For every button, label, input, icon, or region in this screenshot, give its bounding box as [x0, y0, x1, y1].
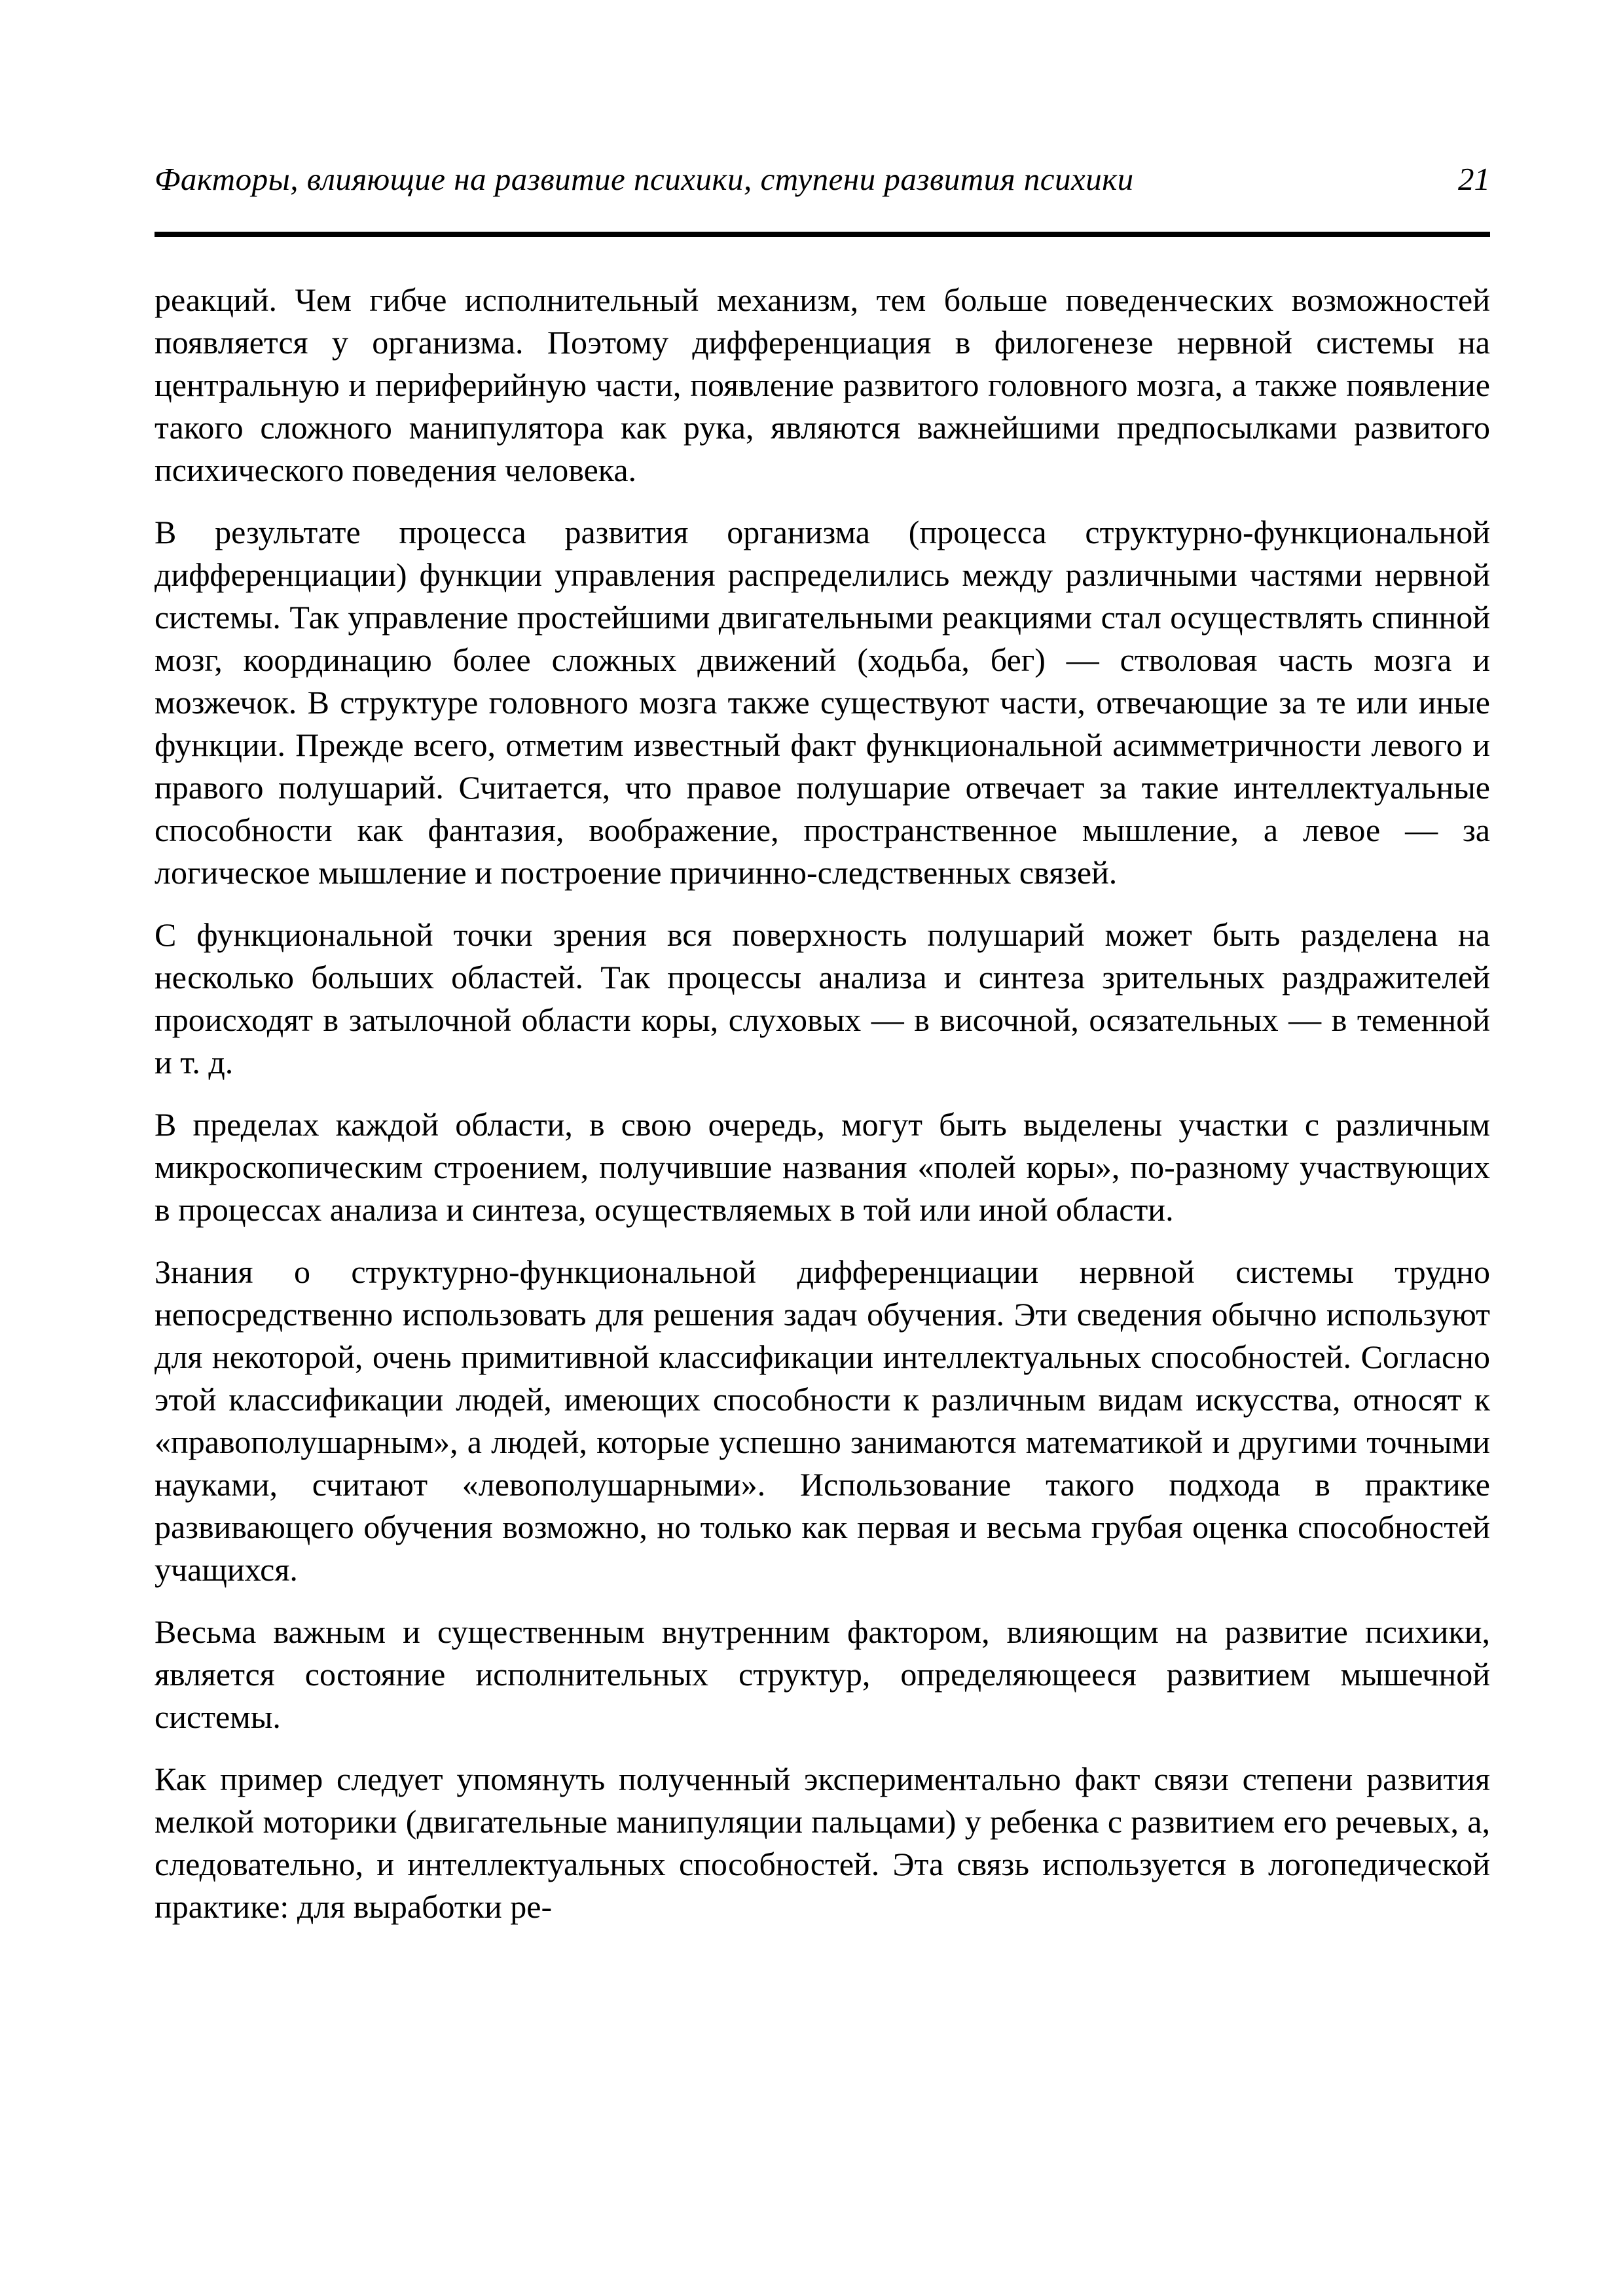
paragraph: Знания о структурно-функциональной дифференциации нервной системы трудно непосредственно использовать для решения задач обучения. Эти сведения обычно используют для некоторой, очень примитивной классификации интеллектуальных способностей. Согласно этой классификации людей, имеющих способности к различным видам искусства, относят к «правополушарным», а людей, которые успешно занимаются математикой и другими точными науками, считают «левополушарными». Использование такого подхода в практике развивающего обучения возможно, но только как первая и весьма грубая оценка способностей учащихся.: [155, 1253, 1490, 1588]
paragraph: Как пример следует упомянуть полученный экспериментально факт связи степени развития мелкой моторики (двигательные манипуляции пальцами) у ребенка с развитием его речевых, а, следовательно, и интеллектуальных способностей. Эта связь используется в логопедической практике: для выработки ре-: [155, 1761, 1490, 1926]
header-rule: [155, 232, 1490, 237]
paragraph: реакций. Чем гибче исполнительный механизм, тем больше поведенческих возможностей появляется у организма. Поэтому дифференциация в филогенезе нервной системы на центральную и периферийную части, появление развитого головного мозга, а также появление такого сложного манипулятора как рука, являются важнейшими предпосылками развитого психического поведения человека.: [155, 281, 1490, 489]
paragraph: В результате процесса развития организма (процесса структурно-функциональной дифференциации) функции управления распределились между различными частями нервной системы. Так управление простейшими двигательными реакциями стал осуществлять спинной мозг, координацию более сложных движений (ходьба, бег) — стволовая часть мозга и мозжечок. В структуре головного мозга также существуют части, отвечающие за те или иные функции. Прежде всего, отметим известный факт функциональной асимметричности левого и правого полушарий. Считается, что правое полушарие отвечает за такие интеллектуальные способности как фантазия, воображение, пространственное мышление, а левое — за логическое мышление и построение причинно-следственных связей.: [155, 514, 1490, 891]
paragraph: С функциональной точки зрения вся поверхность полушарий может быть разделена на несколько больших областей. Так процессы анализа и синтеза зрительных раздражителей происходят в затылочной области коры, слуховых — в височной, осязательных — в теменной и т. д.: [155, 916, 1490, 1081]
body-text: [155, 279, 1490, 1928]
paragraph: В пределах каждой области, в свою очередь, могут быть выделены участки с различным микроскопическим строением, получившие названия «полей коры», по-разному участвующих в процессах анализа и синтеза, осуществляемых в той или иной области.: [155, 1106, 1490, 1229]
paragraph: Весьма важным и существенным внутренним фактором, влияющим на развитие психики, является состояние исполнительных структур, определяющееся развитием мышечной системы.: [155, 1613, 1490, 1736]
running-header: [155, 161, 1490, 198]
page-content: [155, 161, 1490, 1928]
running-header-title: Факторы, влияющие на развитие психики, ступени развития психики: [155, 161, 1134, 197]
page-number: 21: [1458, 161, 1490, 197]
